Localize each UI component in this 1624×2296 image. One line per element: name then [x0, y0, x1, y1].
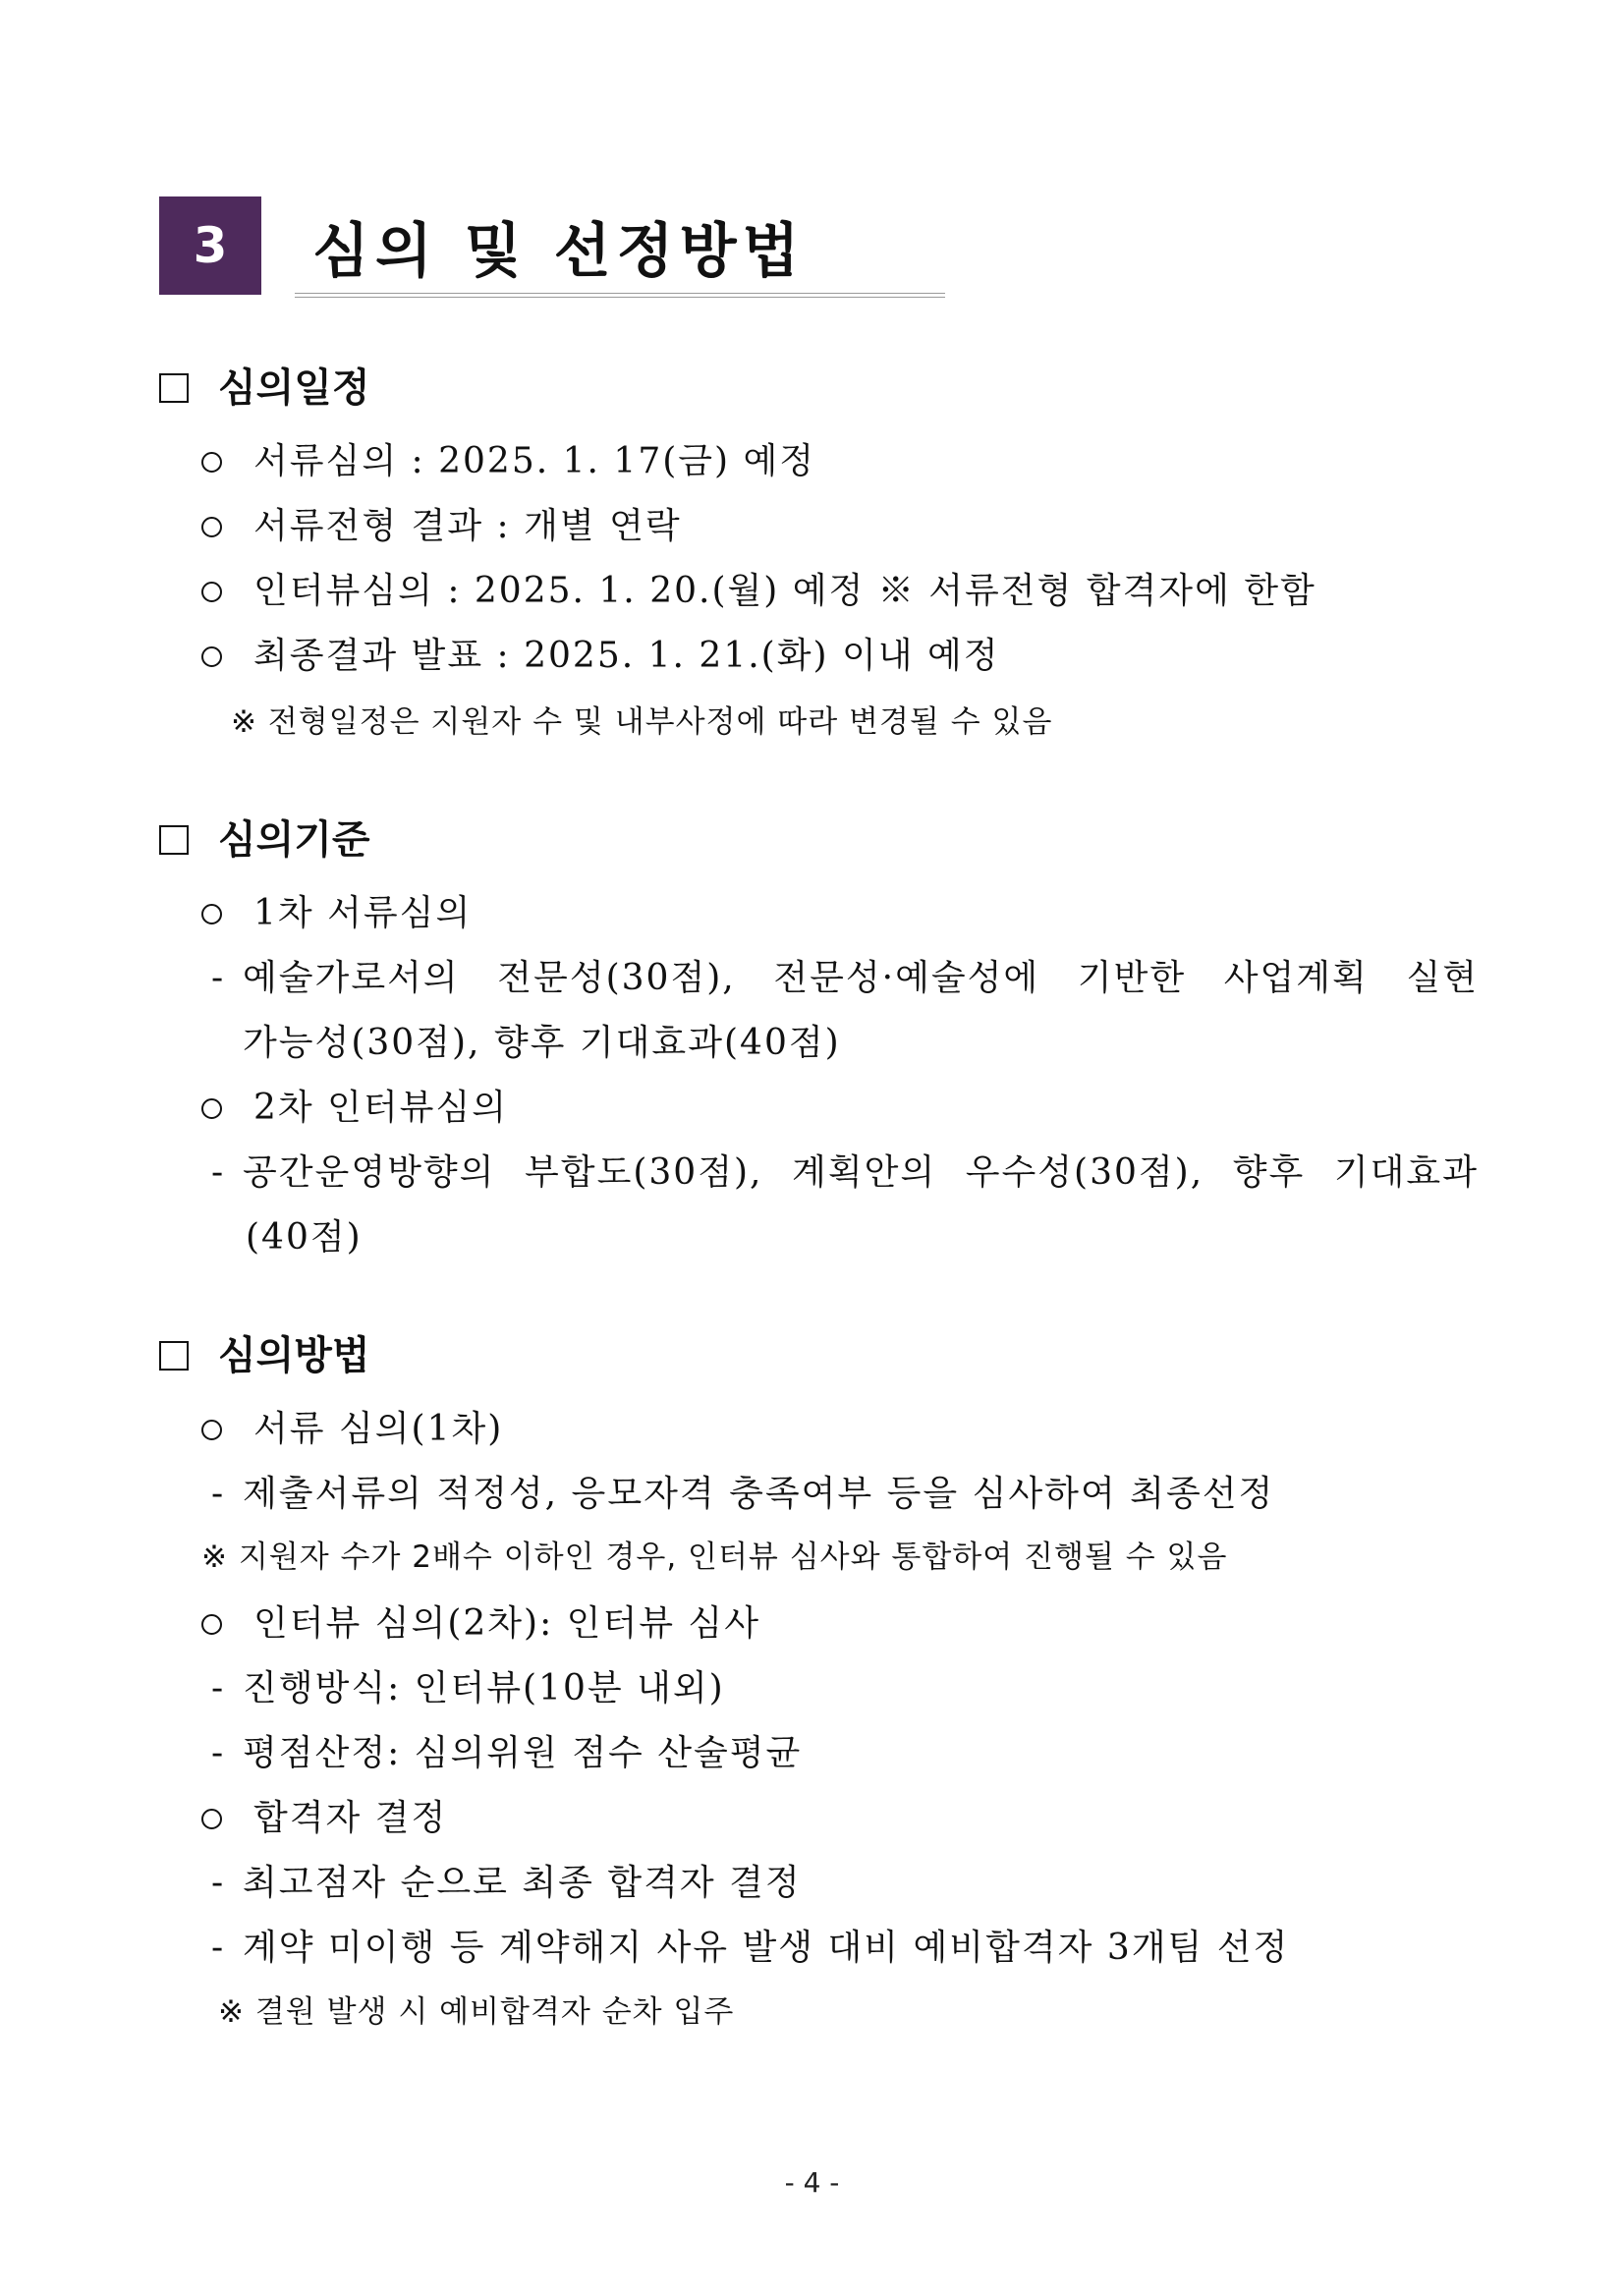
circle-bullet-icon	[201, 582, 222, 602]
schedule-item: 인터뷰심의 : 2025. 1. 20.(월) 예정 ※ 서류전형 합격자에 한함	[201, 574, 1316, 609]
schedule-item: 서류심의 : 2025. 1. 17(금) 예정	[201, 444, 815, 479]
title-underline	[295, 293, 945, 298]
criteria-stage1-detail-cont: 가능성(30점), 향후 기대효과(40점)	[243, 1023, 841, 1063]
criteria-stage2: 2차 인터뷰심의	[201, 1091, 508, 1126]
method-doc-review-detail: - 제출서류의 적정성, 응모자격 충족여부 등을 심사하여 최종선정	[211, 1474, 1275, 1514]
circle-bullet-icon	[201, 1614, 222, 1635]
method-doc-review-note: ※ 지원자 수가 2배수 이하인 경우, 인터뷰 심사와 통합하여 진행될 수 있음	[201, 1540, 1228, 1575]
section-method-heading	[159, 1333, 370, 1378]
square-bullet-icon	[159, 825, 189, 855]
method-interview-detail: - 평점산정: 심의위원 점수 산술평균	[211, 1733, 803, 1773]
schedule-note: ※ 전형일정은 지원자 수 및 내부사정에 따라 변경될 수 있음	[231, 704, 1053, 740]
criteria-stage1-detail: - 예술가로서의 전문성(30점), 전문성·예술성에 기반한 사업계획 실현	[211, 958, 1479, 998]
chapter-title: 심의 및 선정방법	[312, 217, 806, 286]
square-bullet-icon	[159, 1341, 189, 1371]
circle-bullet-icon	[201, 1098, 222, 1119]
method-decision-detail: - 최고점자 순으로 최종 합격자 결정	[211, 1863, 802, 1903]
schedule-item: 서류전형 결과 : 개별 연락	[201, 509, 682, 544]
circle-bullet-icon	[201, 1809, 222, 1829]
chapter-number-badge	[159, 196, 261, 295]
circle-bullet-icon	[201, 517, 222, 537]
circle-bullet-icon	[201, 1420, 222, 1440]
section-schedule-title: 심의일정	[218, 365, 370, 411]
circle-bullet-icon	[201, 646, 222, 667]
method-doc-review: 서류 심의(1차)	[201, 1412, 503, 1447]
square-bullet-icon	[159, 373, 189, 403]
method-decision-detail: - 계약 미이행 등 계약해지 사유 발생 대비 예비합격자 3개팀 선정	[211, 1928, 1290, 1968]
page-number: - 4 -	[784, 2166, 840, 2199]
section-schedule-heading	[159, 365, 370, 411]
circle-bullet-icon	[201, 904, 222, 924]
section-method-title: 심의방법	[218, 1333, 370, 1378]
method-interview-review: 인터뷰 심의(2차): 인터뷰 심사	[201, 1606, 760, 1642]
schedule-item: 최종결과 발표 : 2025. 1. 21.(화) 이내 예정	[201, 639, 1000, 674]
method-decision-note: ※ 결원 발생 시 예비합격자 순차 입주	[218, 1994, 735, 2030]
method-decision: 합격자 결정	[201, 1801, 447, 1836]
criteria-stage2-detail: - 공간운영방향의 부합도(30점), 계획안의 우수성(30점), 향후 기대효과	[211, 1152, 1479, 1193]
criteria-stage1: 1차 서류심의	[201, 896, 472, 931]
method-interview-detail: - 진행방식: 인터뷰(10분 내외)	[211, 1668, 725, 1708]
section-criteria-heading	[159, 817, 370, 863]
section-criteria-title: 심의기준	[218, 817, 370, 863]
chapter-number: 3	[193, 217, 228, 274]
circle-bullet-icon	[201, 452, 222, 473]
criteria-stage2-detail-cont: (40점)	[246, 1217, 363, 1258]
